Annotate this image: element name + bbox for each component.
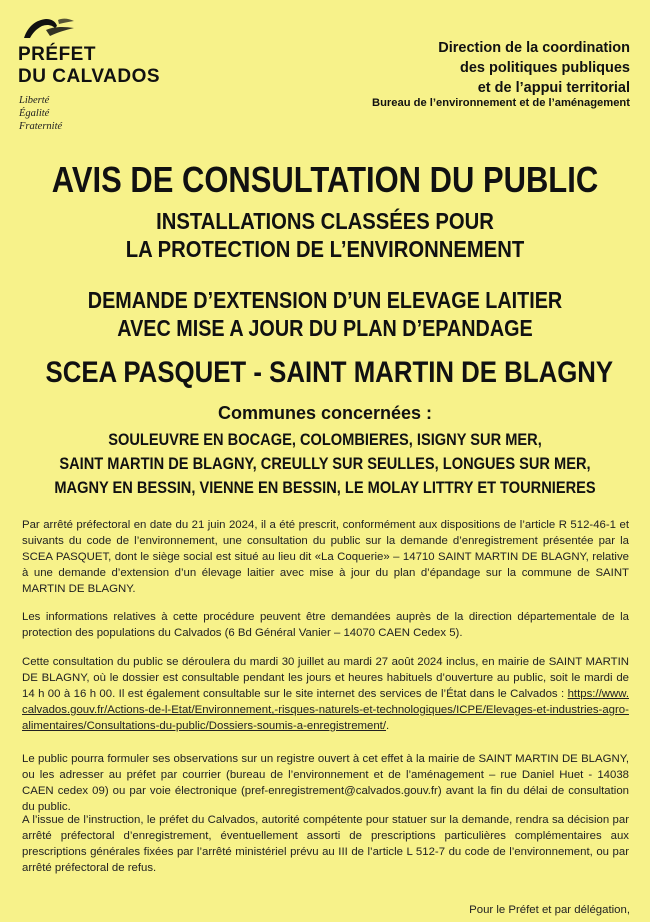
marianne-logo-icon <box>22 16 78 40</box>
main-title: AVIS DE CONSULTATION DU PUBLIC <box>51 159 599 200</box>
communes-line: SAINT MARTIN DE BLAGNY, CREULLY SUR SEULLES, LONGUES SUR MER, <box>59 454 591 473</box>
prefet-title <box>18 44 160 88</box>
icpe-title <box>39 207 611 263</box>
consultation-text: Cette consultation du public se déroulera du mardi 30 juillet au mardi 27 août 2024 inclus, en mairie de SAINT MARTIN DE BLAGNY, où le dossier est consultable pendant les jours et heures habituels d’ouverture au public, soit le mardi de 14 h 00 à 16 h 00. Il est également consultable sur le site internet des services de l’État dans le Calvados : <box>22 656 629 700</box>
icpe-title-line1: INSTALLATIONS CLASSÉES POUR <box>156 208 494 234</box>
communes-heading: Communes concernées : <box>217 403 433 423</box>
motto-liberte: Liberté <box>19 95 50 106</box>
company-title: SCEA PASQUET - SAINT MARTIN DE BLAGNY <box>45 356 614 389</box>
demande-title-line2: AVEC MISE A JOUR DU PLAN D’EPANDAGE <box>117 315 533 341</box>
paragraph-consultation <box>22 654 629 734</box>
bureau-heading: Bureau de l’environnement et de l’aménagement <box>371 97 630 109</box>
consultation-text-end: . <box>386 720 390 732</box>
communes-list <box>46 428 605 500</box>
direction-line: des politiques publiques <box>460 60 630 76</box>
communes-line: MAGNY EN BESSIN, VIENNE EN BESSIN, LE MOLAY LITTRY ET TOURNIERES <box>54 478 596 497</box>
direction-heading <box>438 38 630 98</box>
demande-title-line1: DEMANDE D’EXTENSION D’UN ELEVAGE LAITIER <box>87 287 563 313</box>
prefet-title-line2: DU CALVADOS <box>18 66 161 87</box>
motto-fraternite: Fraternité <box>19 121 63 132</box>
demande-title <box>46 286 605 342</box>
signature-line: Pour le Préfet et par délégation, <box>469 904 630 916</box>
paragraph-decision: A l’issue de l’instruction, le préfet du Calvados, autorité compétente pour statuer sur la demande, rendra sa décision par arrêté préfectoral d’enregistrement, éventuellement assorti de prescriptions particulières complémentaires aux prescriptions générales fixées par l’arrêté ministériel prévu au III de l’article L 512-7 du code de l’environnement, ou par arrêté préfectoral de refus. <box>22 814 629 874</box>
prefet-title-line1: PRÉFET <box>18 44 96 65</box>
communes-line: SOULEUVRE EN BOCAGE, COLOMBIERES, ISIGNY SUR MER, <box>108 430 542 449</box>
republic-motto <box>19 94 62 133</box>
motto-egalite: Égalité <box>19 108 50 119</box>
paragraph-observations: Le public pourra formuler ses observations sur un registre ouvert à cet effet à la mairie de SAINT MARTIN DE BLAGNY, ou les adresser au préfet par courrier (bureau de l’environnement et de l’aménagement – rue Daniel Huet - 14038 CAEN cedex 09) ou par voie électronique (pref-enregistrement@calvados.gouv.fr) avant la fin du délai de consultation du public. <box>22 753 629 813</box>
paragraph-arrete: Par arrêté préfectoral en date du 21 juin 2024, il a été prescrit, conformément aux dispositions de l’article R 512-46-1 et suivants du code de l’environnement, une consultation du public sur la demande d’enregistrement présentée par la SCEA PASQUET, dont le siège social est situé au lieu dit «La Coquerie» – 14710 SAINT MARTIN DE BLAGNY, relative à une demande d’extension d’un élevage laitier avec mise à jour du plan d’épandage sur la commune de SAINT MARTIN DE BLAGNY. <box>22 519 629 595</box>
consultation-link[interactable]: https://www.calvados.gouv.fr/Actions-de-l-Etat/Environnement,-risques-naturels-et-technologiques/ICPE/Elevages-et-industries-agro-alimentaires/Consultations-du-public/Dossiers-soumis-a-enregistrement/ <box>22 688 629 732</box>
direction-line: et de l’appui territorial <box>477 80 630 96</box>
icpe-title-line2: LA PROTECTION DE L’ENVIRONNEMENT <box>125 236 525 262</box>
direction-line: Direction de la coordination <box>438 40 630 56</box>
paragraph-informations: Les informations relatives à cette procédure peuvent être demandées auprès de la direction départementale de la protection des populations du Calvados (6 Bd Général Vanier – 14070 CAEN Cedex 5). <box>22 611 629 639</box>
